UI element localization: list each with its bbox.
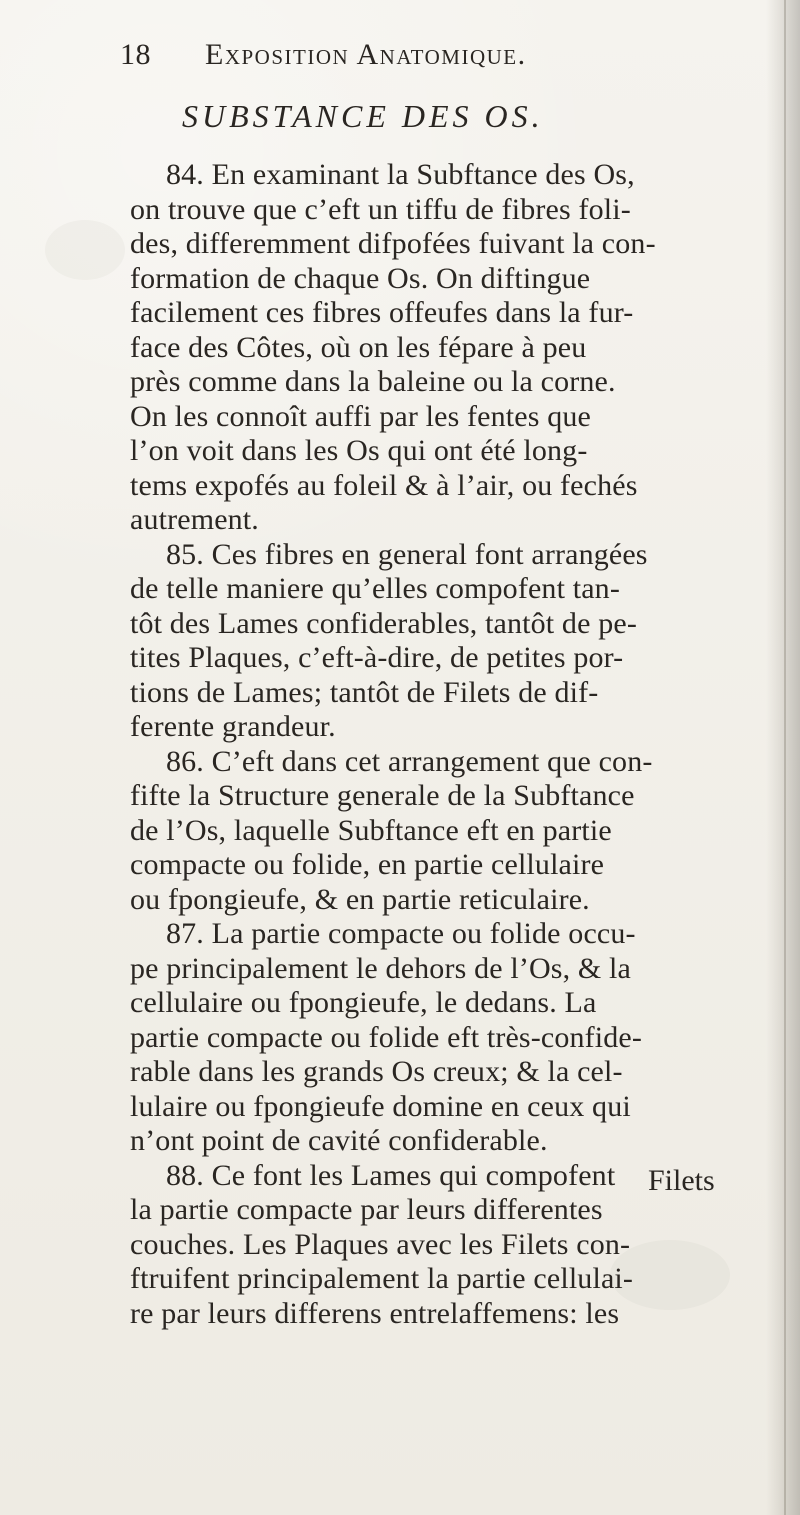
paragraph-line: face des Côtes, où on les fépare à peu [130,330,587,364]
paragraph-line: l’on voit dans les Os qui ont été long- [130,434,588,467]
paragraph-line: de l’Os, laquelle Subftance eft en partie [130,813,612,847]
paragraph-line: pe principalement le dehors de l’Os, & la [130,951,631,985]
paragraph-line: ou fpongieufe, & en partie reticulaire. [130,882,590,916]
paragraph-line: tôt des Lames confiderables, tantôt de pe- [130,606,637,640]
paragraph-line: la partie compacte par leurs differentes [130,1193,603,1226]
paragraph-line: facilement ces fibres offeufes dans la fur- [130,296,634,329]
paragraph-line: 84. En examinant la Subftance des Os, [166,158,635,191]
catchword: Filets [648,1164,715,1197]
page-edge-shadow [766,0,800,1515]
paragraph-line: 85. Ces fibres en general font arrangées [166,537,648,571]
running-title: Exposition Anatomique. [205,38,527,71]
paragraph-line: ftruifent principalement la partie cellulai- [130,1262,634,1295]
paragraph-line: tites Plaques, c’eft-à-dire, de petites por- [130,641,624,674]
paragraph-line: 88. Ce font les Lames qui compofent [166,1158,616,1192]
paragraph-line: tems expofés au foleil & à l’air, ou fechés [130,468,638,502]
page-number: 18 [120,38,151,71]
paragraph-line: n’ont point de cavité confiderable. [130,1124,548,1157]
paragraph-line: lulaire ou fpongieufe domine en ceux qui [130,1089,631,1123]
paragraph-line: cellulaire ou fpongieufe, le dedans. La [130,986,597,1019]
paragraph-line: couches. Les Plaques avec les Filets con- [130,1227,631,1261]
body-text [130,158,735,1331]
paragraph-line: 86. C’eft dans cet arrangement que con- [166,744,653,778]
paragraph-line: de telle maniere qu’elles compofent tan- [130,572,620,605]
paragraph-line: formation de chaque Os. On diftingue [130,261,591,295]
paragraph-line: autrement. [130,503,259,536]
paragraph-line: 87. La partie compacte ou folide occu- [166,917,636,950]
paragraph-line: près comme dans la baleine ou la corne. [130,365,616,398]
paragraph-line: des, differemment difpofées fuivant la con- [130,227,656,260]
paragraph-line: re par leurs differens entrelaffemens: les [130,1296,620,1330]
paragraph-line: rable dans les grands Os creux; & la cel- [130,1055,623,1088]
paragraph-line: ferente grandeur. [130,710,336,743]
paragraph-line: fifte la Structure generale de la Subftance [130,779,635,812]
paragraph-line: on trouve que c’eft un tiffu de fibres foli- [130,192,631,226]
section-title: SUBSTANCE DES OS. [182,98,544,134]
paper-stain [45,220,125,280]
paragraph-line: On les connoît auffi par les fentes que [130,399,591,433]
page-header [120,38,710,78]
paragraph-line: tions de Lames; tantôt de Filets de dif- [130,675,599,709]
paragraph-line: partie compacte ou folide eft très-confide- [130,1020,643,1054]
paragraph-line: compacte ou folide, en partie cellulaire [130,848,605,881]
